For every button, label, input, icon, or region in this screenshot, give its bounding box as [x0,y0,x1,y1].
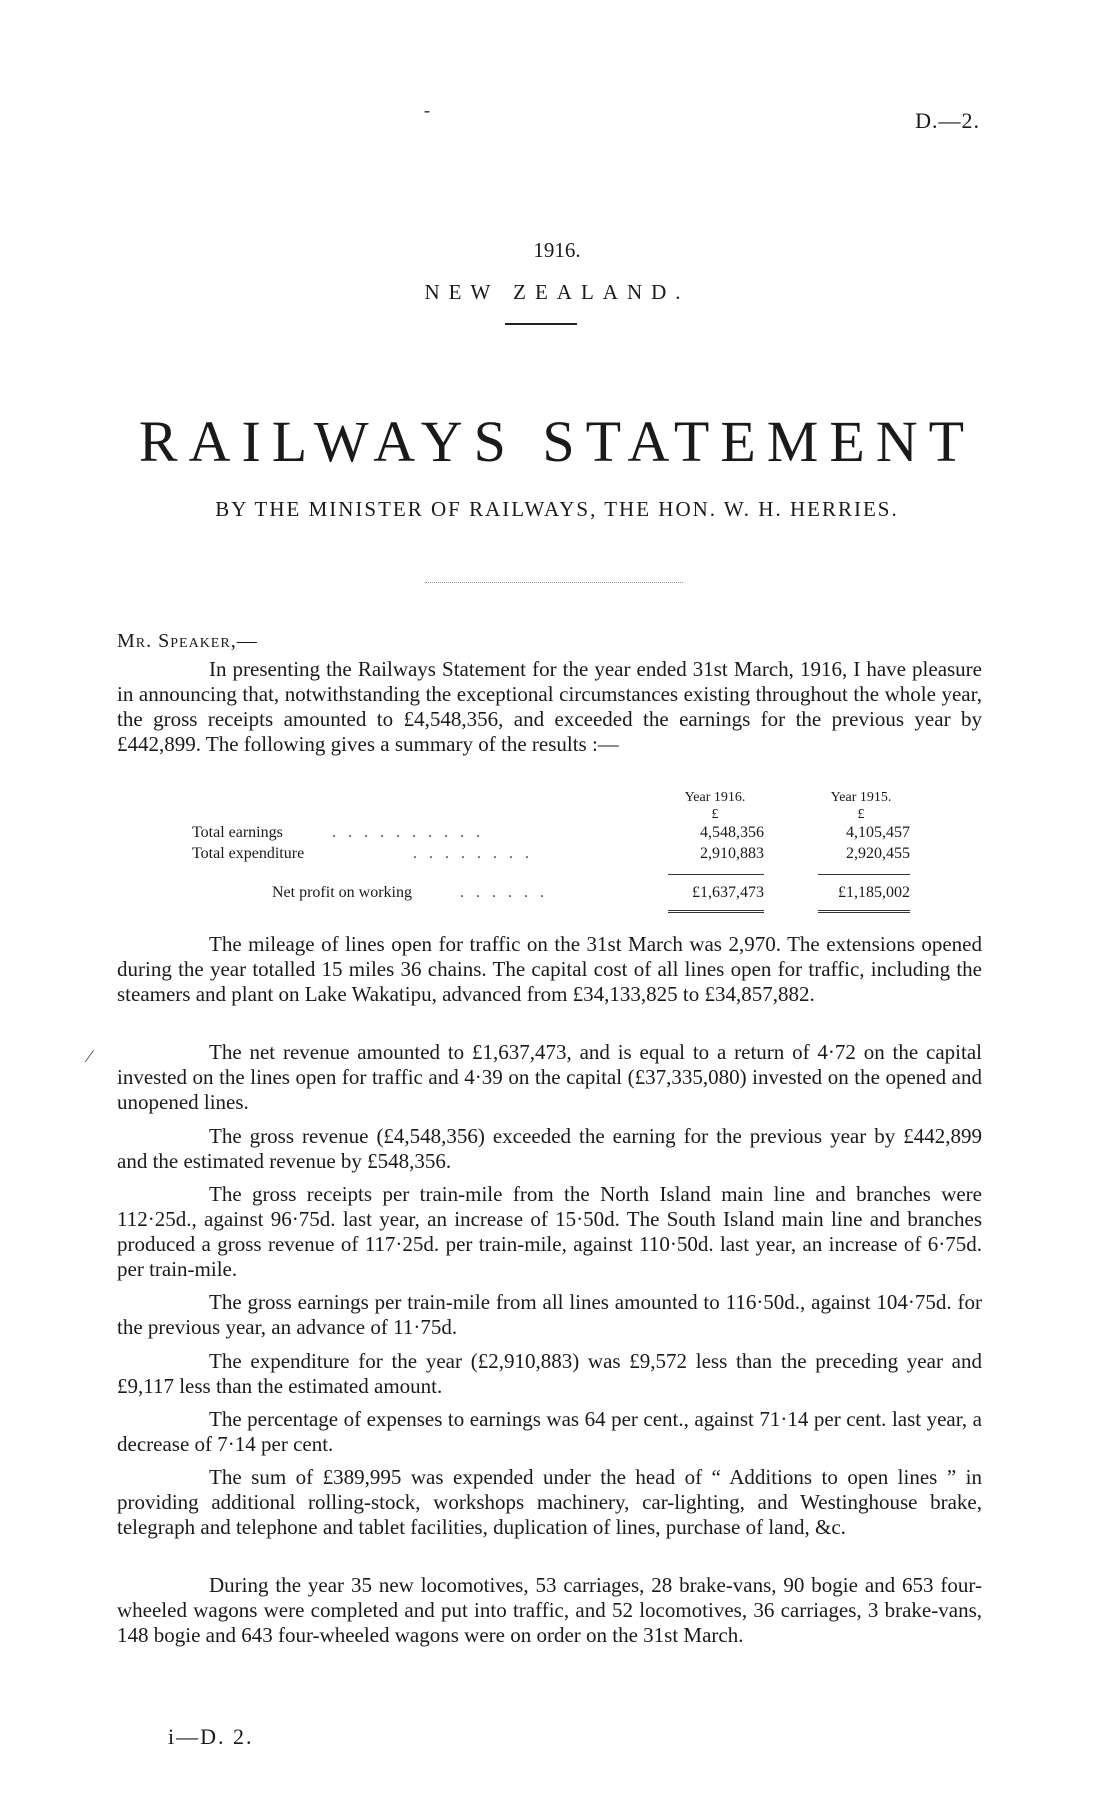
dotted-divider [425,582,683,583]
sum-rule-1915 [818,874,910,875]
paragraph-expenditure: The expenditure for the year (£2,910,883) was £9,572 less than the preceding year and £9,117 less than the estimated amount. [117,1349,982,1398]
expenditure-1915: 2,920,455 [846,845,910,862]
margin-tick-mark: ⁄ [88,1046,92,1066]
earnings-1916: 4,548,356 [700,824,764,841]
page-title: RAILWAYS STATEMENT [138,409,976,474]
row-leaders-earnings: . . . . . . . . . . [332,824,484,841]
total-rule-1915 [818,910,910,913]
unit-1916: £ [711,807,719,822]
paragraph-net-revenue: The net revenue amounted to £1,637,473, and is equal to a return of 4·72 on the capital invested on the lines open for traffic and 4·39 on the capital (£37,335,080) invested on the opened and unopened lines. [117,1040,982,1114]
paragraph-mileage: The mileage of lines open for traffic on the 31st March was 2,970. The extensions opened during the year totalled 15 miles 36 chains. The capital cost of all lines open for traffic, including the steamers and plant on Lake Wakatipu, advanced from £34,133,825 to £34,857,882. [117,932,982,1006]
paragraph-rolling-stock: During the year 35 new locomotives, 53 carriages, 28 brake-vans, 90 bogie and 653 four-wheeled wagons were completed and put into traffic, and 52 locomotives, 36 carriages, 3 brake-vans, 148 bogie and 643 four-wheeled wagons were on order on the 31st March. [117,1573,982,1647]
expenditure-1916: 2,910,883 [700,845,764,862]
paragraph-percentage: The percentage of expenses to earnings was 64 per cent., against 71·14 per cent. last year, a decrease of 7·14 per cent. [117,1407,982,1456]
byline: BY THE MINISTER OF RAILWAYS, THE HON. W. H. HERRIES. [215,497,899,521]
col-header-1916: Year 1916. [684,790,746,805]
net-profit-1915: £1,185,002 [838,884,910,901]
row-label-net-profit: Net profit on working [272,884,412,901]
document-year: 1916. [533,238,581,262]
col-header-1915: Year 1915. [830,790,892,805]
page-footer: i—D. 2. [168,1724,254,1749]
row-leaders-net-profit: . . . . . . [460,884,548,901]
paragraph-gross-earnings: The gross earnings per train-mile from all lines amounted to 116·50d., against 104·75d. for the previous year, an advance of 11·75d. [117,1290,982,1339]
paragraph-additions: The sum of £389,995 was expended under the head of “ Additions to open lines ” in providing additional rolling-stock, workshops machinery, car-lighting, and Westinghouse brake, telegraph and telephone and tablet facilities, duplication of lines, purchase of land, &c. [117,1465,982,1539]
row-leaders-expenditure: . . . . . . . . [413,845,533,862]
row-label-earnings: Total earnings [192,824,283,841]
unit-1915: £ [857,807,865,822]
salutation: Mr. Speaker,— [117,630,258,652]
heading-rule [505,323,577,325]
net-profit-1916: £1,637,473 [692,884,764,901]
intro-paragraph: In presenting the Railways Statement for the year ended 31st March, 1916, I have pleasure in announcing that, notwithstanding the exceptional circumstances existing throughout the whole year, the gross receipts amounted to £4,548,356, and exceeded the earnings for the previous year by £442,899. The following gives a summary of the results :— [117,657,982,756]
document-reference: D.—2. [915,108,980,133]
earnings-1915: 4,105,457 [846,824,910,841]
sum-rule-1916 [668,874,764,875]
total-rule-1916 [668,910,764,913]
stray-mark: - [424,100,430,120]
paragraph-train-mile-receipts: The gross receipts per train-mile from the North Island main line and branches were 112·25d., against 96·75d. last year, an increase of 15·50d. The South Island main line and branches produced a gross revenue of 117·25d. per train-mile, against 110·50d. last year, an increase of 6·75d. per train-mile. [117,1182,982,1281]
country-heading: NEW ZEALAND. [424,280,690,304]
row-label-expenditure: Total expenditure [192,845,305,862]
paragraph-gross-revenue: The gross revenue (£4,548,356) exceeded the earning for the previous year by £442,899 and the estimated revenue by £548,356. [117,1124,982,1173]
